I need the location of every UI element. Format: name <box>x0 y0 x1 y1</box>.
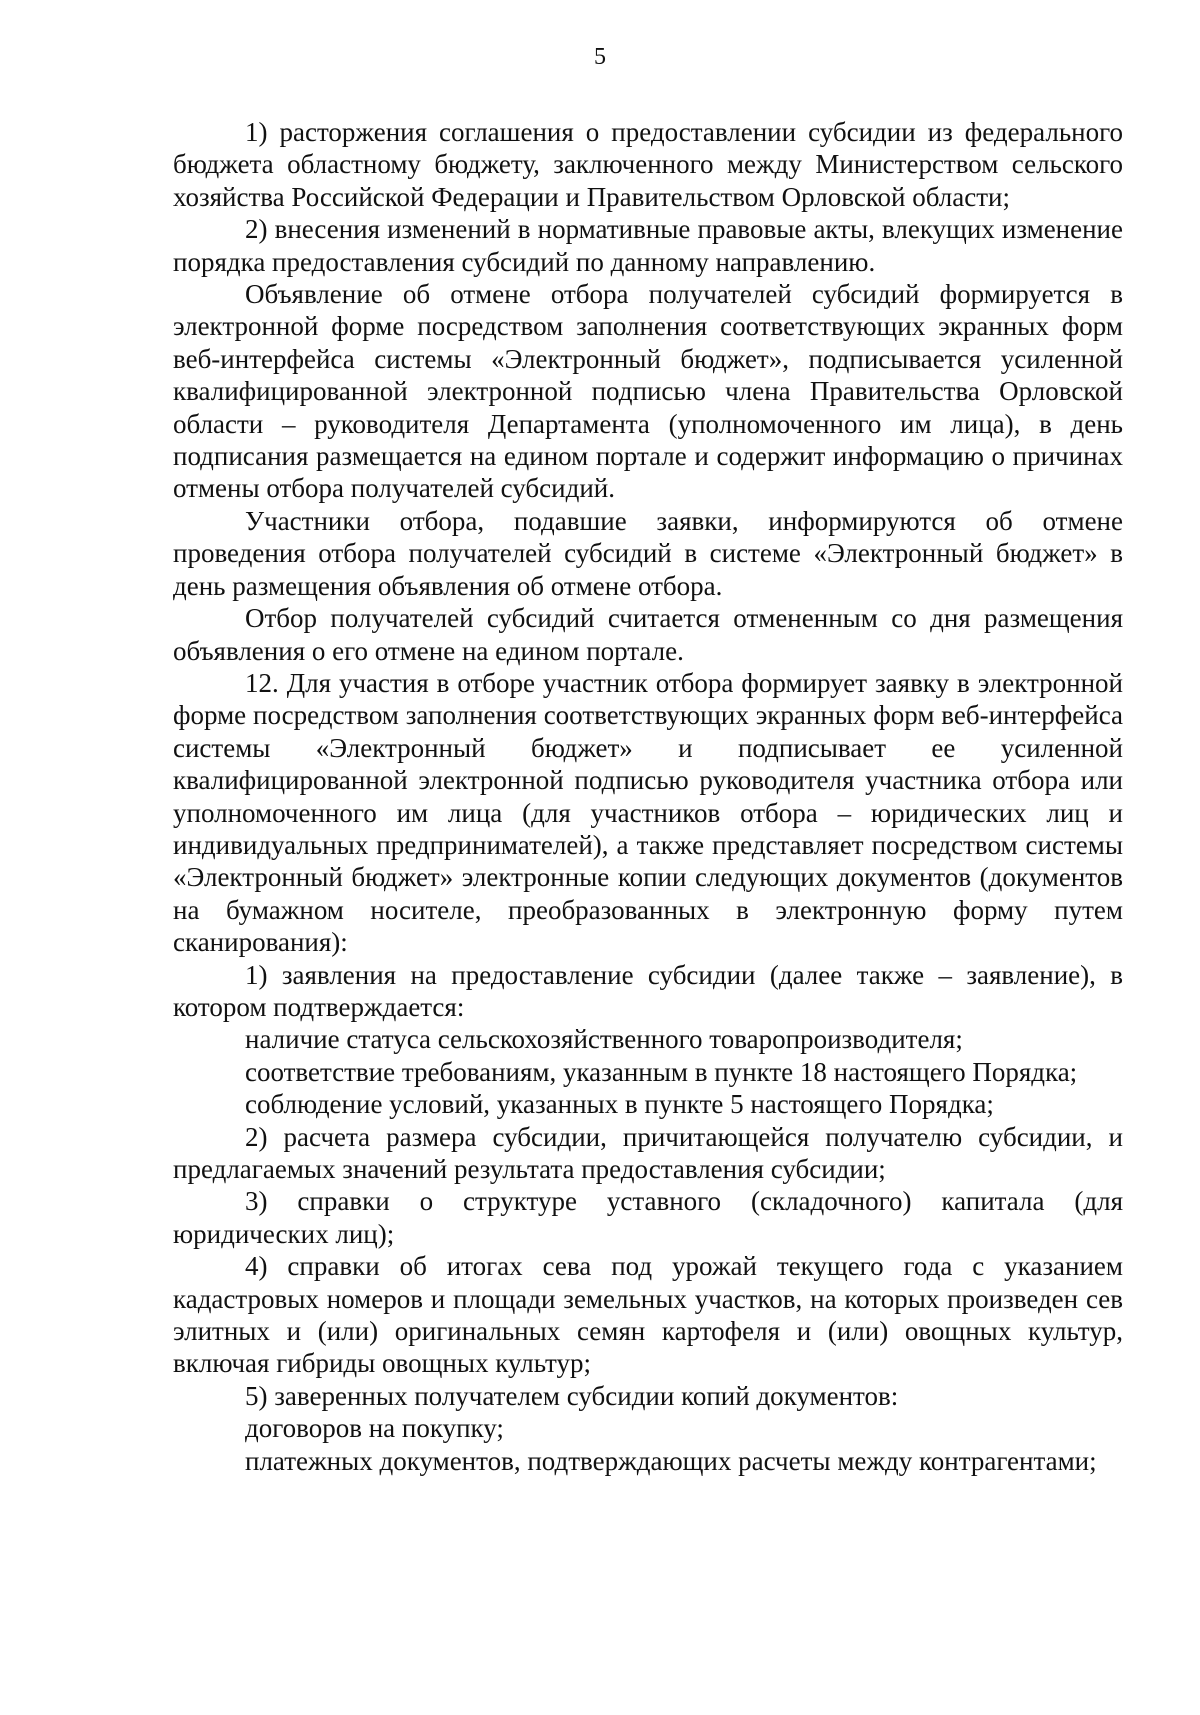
paragraph-capital-structure: 3) справки о структуре уставного (складочного) капитала (для юридических лиц); <box>173 1186 1123 1249</box>
paragraph-purchase-contracts: договоров на покупку; <box>245 1413 504 1444</box>
paragraph-sowing-results: 4) справки об итогах сева под урожай текущего года с указанием кадастровых номеров и площади земельных участков, на которых произведен сев элитных и (или) оригинальных семян картофеля и (или) овощных культур, включая гибриды овощных культур; <box>173 1251 1123 1379</box>
paragraph-subsidy-calculation: 2) расчета размера субсидии, причитающейся получателю субсидии, и предлагаемых значений результата предоставления субсидии; <box>173 1121 1123 1184</box>
paragraph-selection-cancelled: Отбор получателей субсидий считается отмененным со дня размещения объявления о его отмене на едином портале. <box>173 603 1123 666</box>
paragraph-item-12: 12. Для участия в отборе участник отбора формирует заявку в электронной форме посредством заполнения соответствующих экранных форм веб-интерфейса системы «Электронный бюджет» и подписывает ее усиленной квалифицированной электронной подписью руководителя участника отбора или уполномоченного им лица (для участников отбора – юридических лиц и индивидуальных предпринимателей), а также представляет посредством системы «Электронный бюджет» электронные копии следующих документов (документов на бумажном носителе, преобразованных в электронную форму путем сканирования): <box>173 667 1123 958</box>
page-number: 5 <box>594 44 606 70</box>
paragraph-cancellation-announcement: Объявление об отмене отбора получателей субсидий формируется в электронной форме посредством заполнения соответствующих экранных форм веб-интерфейса системы «Электронный бюджет», подписывается усиленной квалифицированной электронной подписью члена Правительства Орловской области – руководителя Департамента (уполномоченного им лица), в день подписания размещается на едином портале и содержит информацию о причинах отмены отбора получателей субсидий. <box>173 279 1123 504</box>
paragraph-requirements-compliance: соответствие требованиям, указанным в пункте 18 настоящего Порядка; <box>245 1056 1078 1087</box>
paragraph-termination-agreement: 1) расторжения соглашения о предоставлении субсидии из федерального бюджета областному бюджету, заключенного между Министерством сельского хозяйства Российской Федерации и Правительством Орловской области; <box>173 117 1123 212</box>
document-body <box>173 116 1123 1477</box>
paragraph-conditions-compliance: соблюдение условий, указанных в пункте 5 настоящего Порядка; <box>245 1089 994 1120</box>
paragraph-producer-status: наличие статуса сельскохозяйственного товаропроизводителя; <box>245 1024 963 1055</box>
paragraph-payment-documents: платежных документов, подтверждающих расчеты между контрагентами; <box>245 1445 1097 1476</box>
paragraph-application-statement: 1) заявления на предоставление субсидии (далее также – заявление), в котором подтверждается: <box>173 959 1123 1022</box>
paragraph-normative-changes: 2) внесения изменений в нормативные правовые акты, влекущих изменение порядка предоставления субсидий по данному направлению. <box>173 214 1123 277</box>
paragraph-certified-copies: 5) заверенных получателем субсидии копий документов: <box>245 1380 899 1411</box>
paragraph-participants-informed: Участники отбора, подавшие заявки, информируются об отмене проведения отбора получателей субсидий в системе «Электронный бюджет» в день размещения объявления об отмене отбора. <box>173 505 1123 601</box>
